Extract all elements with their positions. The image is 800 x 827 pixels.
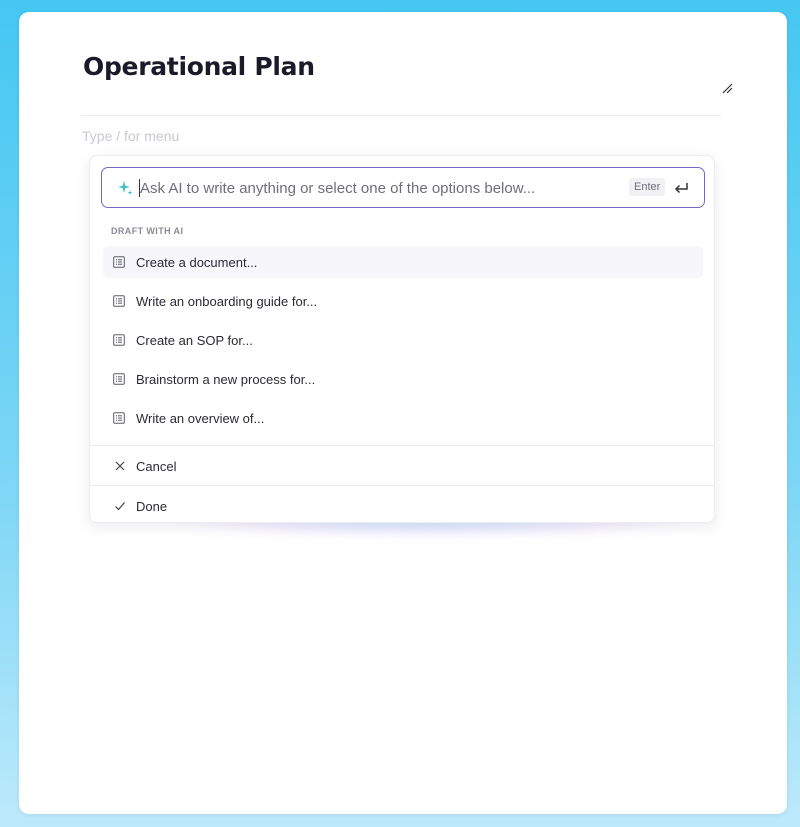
done-label: Done bbox=[136, 498, 168, 514]
menu-item-create-sop[interactable] bbox=[103, 324, 703, 356]
ai-prompt-box[interactable] bbox=[101, 167, 705, 208]
menu-item-label: Brainstorm a new process for... bbox=[136, 371, 316, 387]
menu-item-brainstorm-process[interactable] bbox=[103, 363, 703, 395]
cancel-label: Cancel bbox=[136, 458, 177, 474]
resize-handle-icon[interactable] bbox=[720, 81, 734, 95]
menu-divider bbox=[90, 485, 714, 486]
document-icon bbox=[113, 373, 125, 385]
cancel-button[interactable] bbox=[103, 450, 703, 482]
menu-item-label: Create a document... bbox=[136, 254, 258, 270]
menu-divider bbox=[90, 445, 714, 446]
section-label-draft: DRAFT WITH AI bbox=[111, 226, 184, 236]
ai-assist-menu bbox=[89, 155, 715, 523]
menu-item-label: Create an SOP for... bbox=[136, 332, 253, 348]
body-placeholder[interactable]: Type / for menu bbox=[82, 128, 180, 144]
document-icon bbox=[113, 334, 125, 346]
enter-return-icon[interactable] bbox=[672, 179, 690, 197]
document-editor bbox=[19, 12, 787, 814]
menu-item-create-document[interactable] bbox=[103, 246, 703, 278]
checkmark-icon bbox=[114, 500, 126, 512]
menu-item-label: Write an overview of... bbox=[136, 410, 265, 426]
close-icon bbox=[114, 460, 126, 472]
enter-key-hint: Enter bbox=[629, 178, 665, 196]
menu-item-write-overview[interactable] bbox=[103, 402, 703, 434]
done-button[interactable] bbox=[103, 490, 703, 522]
menu-item-onboarding-guide[interactable] bbox=[103, 285, 703, 317]
ai-prompt-input[interactable] bbox=[138, 174, 620, 202]
page-title[interactable]: Operational Plan bbox=[83, 52, 315, 81]
sparkle-icon bbox=[116, 179, 134, 197]
document-icon bbox=[113, 295, 125, 307]
document-icon bbox=[113, 412, 125, 424]
document-icon bbox=[113, 256, 125, 268]
title-divider bbox=[81, 115, 721, 116]
menu-item-label: Write an onboarding guide for... bbox=[136, 293, 318, 309]
